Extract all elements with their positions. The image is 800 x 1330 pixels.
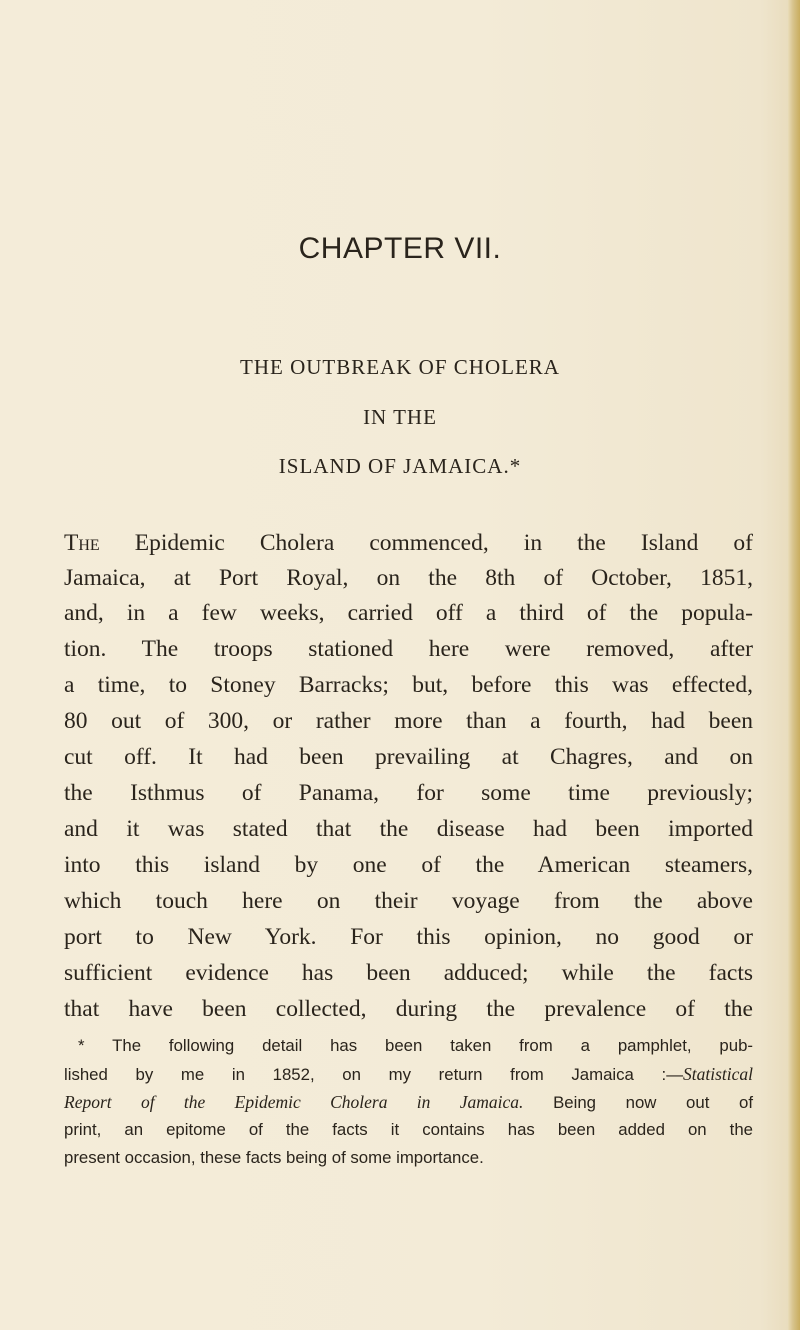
body-line: a time, to Stoney Barracks; but, before this was effected,	[64, 672, 753, 698]
pamphlet-title-cont: Report of the Epidemic Cholera in Jamaica.	[64, 1092, 524, 1112]
body-line: cut off. It had been prevailing at Chagres, and on	[64, 744, 753, 770]
footnote-line: lished by me in 1852, on my return from Jamaica :—Statistical	[64, 1064, 753, 1084]
chapter-title-line-1: THE OUTBREAK OF CHOLERA	[240, 355, 560, 379]
body-line: tion. The troops stationed here were removed, after	[64, 636, 753, 662]
body-line: The Epidemic Cholera commenced, in the Island of	[64, 530, 753, 556]
body-line: sufficient evidence has been adduced; while the facts	[64, 960, 753, 986]
footnote-line: * The following detail has been taken from a pamphlet, pub-	[78, 1036, 753, 1055]
footnote-line: Report of the Epidemic Cholera in Jamaica. Being now out of	[64, 1092, 754, 1112]
body-line: Jamaica, at Port Royal, on the 8th of October, 1851,	[64, 565, 753, 591]
body-line: 80 out of 300, or rather more than a fourth, had been	[64, 708, 753, 734]
chapter-heading: CHAPTER VII.	[298, 232, 502, 265]
pamphlet-title: Statistical	[683, 1064, 753, 1084]
body-line: the Isthmus of Panama, for some time previously;	[64, 780, 753, 806]
footnote-line: present occasion, these facts being of some importance.	[64, 1148, 484, 1167]
page-edge	[788, 0, 800, 1330]
body-line: port to New York. For this opinion, no good or	[64, 924, 753, 950]
footnote-line: print, an epitome of the facts it contains has been added on the	[64, 1120, 753, 1139]
lead-word: The	[64, 530, 100, 556]
body-line: which touch here on their voyage from the above	[64, 888, 753, 914]
chapter-title-line-3: ISLAND OF JAMAICA.*	[278, 454, 522, 478]
body-line: into this island by one of the American steamers,	[64, 852, 753, 878]
body-line: and, in a few weeks, carried off a third of the popula-	[64, 600, 753, 626]
body-line: and it was stated that the disease had been imported	[64, 816, 753, 842]
body-line: that have been collected, during the prevalence of the	[64, 996, 753, 1022]
chapter-title-line-2: IN THE	[363, 405, 437, 429]
